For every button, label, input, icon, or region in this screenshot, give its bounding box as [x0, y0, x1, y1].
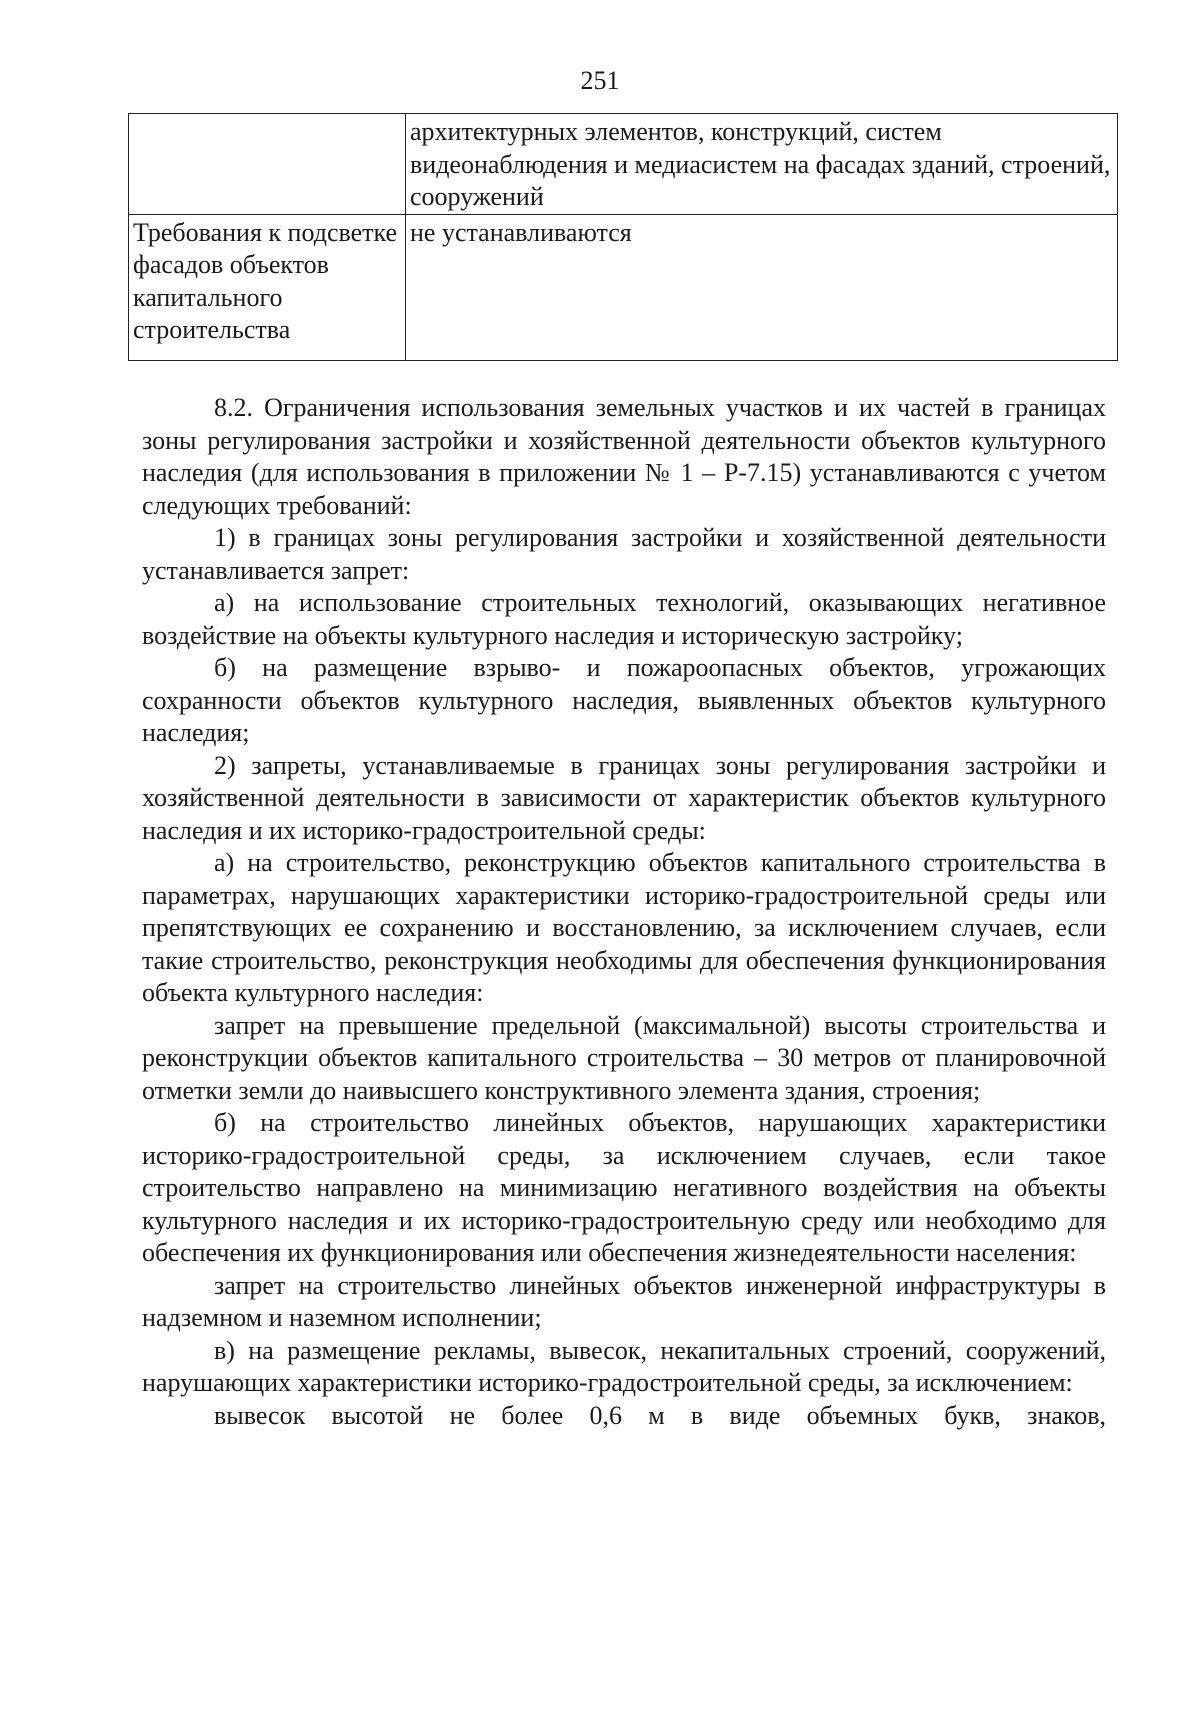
paragraph-item-1a: а) на использование строительных технологий, оказывающих негативное воздействие на объекты культурного наследия и историческую застройку; [142, 588, 1106, 650]
table-cell-value: архитектурных элементов, конструкций, систем видеонаблюдения и медиасистем на фасадах зданий, строений, сооружений [406, 114, 1118, 215]
paragraph-item-2v: в) на размещение рекламы, вывесок, некапитальных строений, сооружений, нарушающих характеристики историко-градостроительной среды, за исключением: [142, 1335, 1106, 1397]
table-cell-label [129, 114, 406, 215]
body-text [142, 392, 1106, 1432]
table-row [129, 114, 1118, 215]
table-cell-value: не устанавливаются [406, 214, 1118, 360]
paragraph-item-1b: б) на размещение взрыво- и пожароопасных объектов, угрожающих сохранности объектов культурного наследия, выявленных объектов культурного наследия; [142, 653, 1106, 747]
page-number: 251 [580, 66, 620, 95]
table-cell-label: Требования к подсветке фасадов объектов капитального строительства [129, 214, 406, 360]
table-row [129, 214, 1118, 360]
paragraph-height-limit: запрет на превышение предельной (максимальной) высоты строительства и реконструкции объектов капитального строительства – 30 метров от планировочной отметки земли до наивысшего конструктивного элемента здания, строения; [142, 1010, 1106, 1105]
paragraph-item-2: 2) запреты, устанавливаемые в границах зоны регулирования застройки и хозяйственной деятельности в зависимости от характеристик объектов культурного наследия и их историко-градостроительной среды: [142, 750, 1106, 845]
paragraph-8-2: 8.2. Ограничения использования земельных участков и их частей в границах зоны регулирования застройки и хозяйственной деятельности объектов культурного наследия (для использования в приложении № 1 – Р-7.15) устанавливаются с учетом следующих требований: [142, 393, 1106, 520]
requirements-table [128, 113, 1118, 361]
paragraph-item-2a: а) на строительство, реконструкцию объектов капитального строительства в параметрах, нарушающих характеристики историко-градостроительной среды или препятствующих ее сохранению и восстановлению, за исключением случаев, если такие строительство, реконструкция необходимы для обеспечения функционирования объекта культурного наследия: [142, 848, 1106, 1007]
paragraph-item-1: 1) в границах зоны регулирования застройки и хозяйственной деятельности устанавливается запрет: [142, 523, 1106, 585]
paragraph-item-2b: б) на строительство линейных объектов, нарушающих характеристики историко-градостроительной среды, за исключением случаев, если такое строительство направлено на минимизацию негативного воздействия на объекты культурного наследия и их историко-градостроительную среду или необходимо для обеспечения их функционирования или обеспечения жизнедеятельности населения: [142, 1108, 1106, 1267]
paragraph-linear-objects-ban: запрет на строительство линейных объектов инженерной инфраструктуры в надземном и наземном исполнении; [142, 1270, 1106, 1332]
paragraph-signs: вывесок высотой не более 0,6 м в виде объемных букв, знаков, [214, 1400, 1106, 1430]
